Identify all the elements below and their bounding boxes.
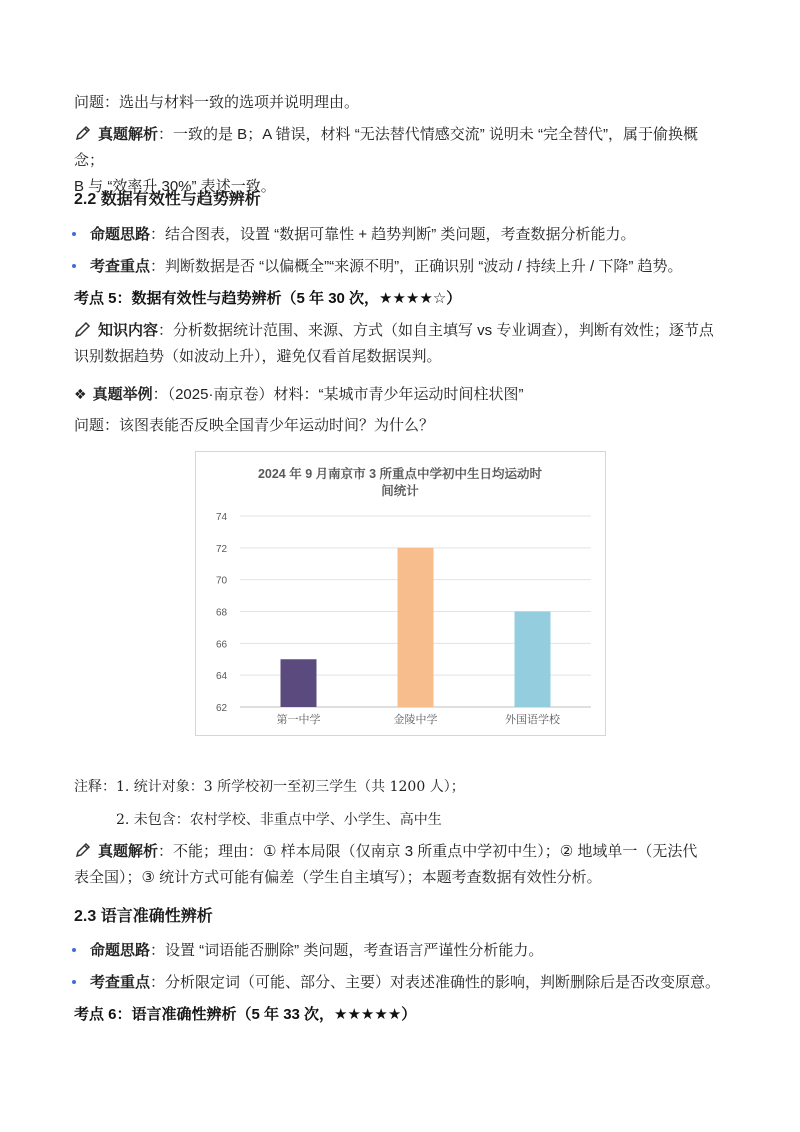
- kaodian-6-heading: 考点 6：语言准确性辨析（5 年 33 次，★★★★★）: [74, 1006, 417, 1023]
- section-heading-2-3: 2.3 语言准确性辨析: [74, 908, 213, 925]
- x-tick-label: 金陵中学: [393, 714, 438, 726]
- y-tick-label: 64: [216, 671, 228, 683]
- pencil-icon: [74, 124, 92, 142]
- bullet-text: ：设置 “词语能否删除” 类问题，考查语言严谨性分析能力。: [150, 942, 544, 959]
- analysis-text-cont: B 与 “效率升 30%” 表述一致。: [74, 178, 276, 195]
- analysis-text-cont: 表全国）；③ 统计方式可能有偏差（学生自主填写）；本题考查数据有效性分析。: [74, 869, 602, 886]
- y-tick-label: 66: [216, 639, 228, 651]
- bullet-text: ：分析限定词（可能、部分、主要）对表述准确性的影响，判断删除后是否改变原意。: [150, 974, 721, 991]
- bullet-item: [72, 254, 683, 280]
- bar: [281, 659, 317, 707]
- bullet-label: 命题思路: [90, 226, 151, 243]
- example-text: ：（2025·南京卷）材料：“某城市青少年运动时间柱状图”: [152, 386, 524, 403]
- question-line: 问题：选出与材料一致的选项并说明理由。: [74, 94, 360, 111]
- diamond-icon: ❖: [74, 386, 87, 402]
- notes-line-2: 2. 未包含：农村学校、非重点中学、小学生、高中生: [116, 812, 442, 828]
- analysis-text: ：一致的是 B；A 错误，材料 “无法替代情感交流” 说明未 “完全替代”，属于偷换概念；: [74, 126, 699, 169]
- knowledge-paragraph: [74, 318, 722, 370]
- y-tick-label: 74: [216, 512, 228, 523]
- bullet-dot-icon: [72, 980, 76, 984]
- bullet-label: 命题思路: [90, 942, 151, 959]
- x-tick-label: 第一中学: [276, 714, 321, 726]
- chart-svg: [196, 452, 605, 735]
- example-label: 真题举例: [92, 386, 153, 403]
- bar: [398, 548, 434, 707]
- notes-line-1: 注释：1. 统计对象：3 所学校初一至初三学生（共 1200 人）；: [74, 779, 465, 795]
- bullet-dot-icon: [72, 264, 76, 268]
- knowledge-text: ：分析数据统计范围、来源、方式（如自主填写 vs 专业调查），判断有效性；逐节点: [158, 322, 714, 339]
- bullet-item: [72, 222, 635, 248]
- chart-title: 间统计: [381, 484, 419, 498]
- chart-title: 2024 年 9 月南京市 3 所重点中学初中生日均运动时: [257, 467, 543, 481]
- knowledge-label: 知识内容: [98, 322, 159, 339]
- analysis-paragraph-2: [74, 839, 722, 891]
- y-tick-label: 70: [216, 575, 228, 587]
- pencil-icon: [74, 320, 92, 338]
- question-line-2: 问题：该图表能否反映全国青少年运动时间？为什么？: [74, 417, 435, 434]
- section-heading-2-2: 2.2 数据有效性与趋势辨析: [74, 191, 261, 208]
- bullet-label: 考查重点: [90, 258, 151, 275]
- analysis-label: 真题解析: [98, 126, 159, 143]
- x-tick-label: 外国语学校: [505, 714, 560, 726]
- bullet-label: 考查重点: [90, 974, 151, 991]
- bullet-item: [72, 970, 720, 996]
- kaodian-5-heading: 考点 5：数据有效性与趋势辨析（5 年 30 次，★★★★☆）: [74, 290, 462, 307]
- example-line: [74, 381, 722, 408]
- bullet-dot-icon: [72, 232, 76, 236]
- y-tick-label: 72: [216, 543, 228, 555]
- y-tick-label: 68: [216, 607, 228, 619]
- bullet-text: ：结合图表，设置 “数据可靠性 + 趋势判断” 类问题，考查数据分析能力。: [150, 226, 636, 243]
- analysis-text: ：不能；理由：① 样本局限（仅南京 3 所重点中学初中生）；② 地域单一（无法代: [158, 843, 698, 860]
- bullet-text: ：判断数据是否 “以偏概全”“来源不明”，正确识别 “波动 / 持续上升 / 下降” 趋势。: [150, 258, 683, 275]
- pencil-icon: [74, 841, 92, 859]
- bar: [515, 612, 551, 708]
- y-tick-label: 62: [216, 703, 228, 714]
- bullet-dot-icon: [72, 948, 76, 952]
- knowledge-text-cont: 识别数据趋势（如波动上升），避免仅看首尾数据误判。: [74, 348, 442, 365]
- bullet-item: [72, 938, 543, 964]
- analysis-label: 真题解析: [98, 843, 159, 860]
- bar-chart: [195, 451, 606, 736]
